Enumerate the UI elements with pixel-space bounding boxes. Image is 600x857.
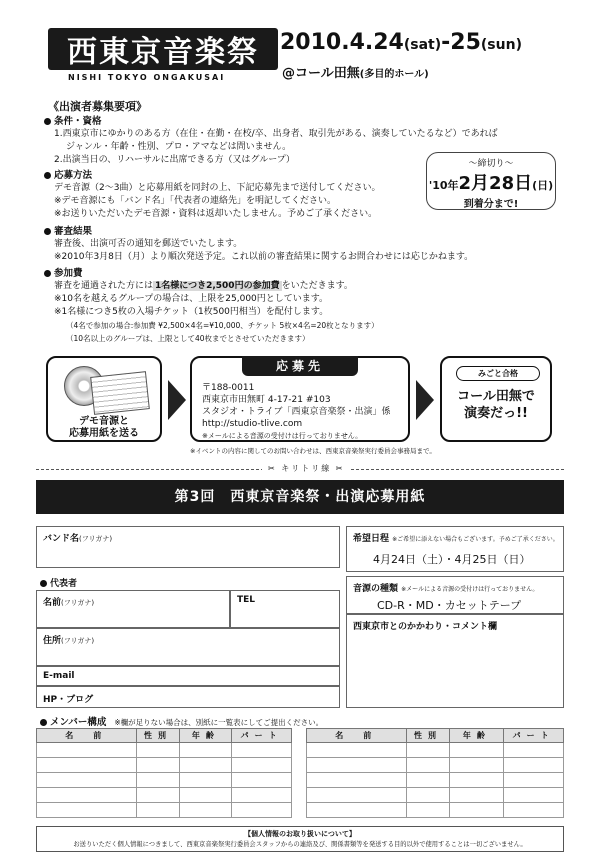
document-icon <box>90 371 150 415</box>
band-name-field[interactable]: バンド名(フリガナ) <box>36 526 340 568</box>
bullet-icon <box>44 228 51 235</box>
cut-line-label: ✂ キリトリ線 ✂ <box>262 463 351 474</box>
col-sex: 性別 <box>406 729 450 743</box>
address-field[interactable]: 住所(フリガナ) <box>36 628 340 666</box>
requirements-title: 《出演者募集要項》 <box>48 100 147 113</box>
fee-section: 参加費 審査を通過された方には 1名様につき2,500円の参加費 をいただきます。 ※10名を越えるグループの場合は、上限を25,000円としています。 ※1名様につき5枚の入場チケット（1枚500円相当）を配付します。 （4名で参加の場合:参加費 ¥2,500×4名=¥10,000、チケット 5枚×4名=20枚となります） （10名以上のグループは、上限として40枚までとさせていただきます） <box>44 267 379 345</box>
rep-tel-field[interactable]: TEL <box>230 590 340 628</box>
schedule-field[interactable]: 希望日程 ※ご希望に添えない場合もございます。予めご了承ください。 4月24日（土）・4月25日（日） <box>346 526 564 572</box>
flow-step-send-label: デモ音源と 応募用紙を送る <box>69 416 139 439</box>
bullet-icon <box>40 719 47 726</box>
members-table-right <box>306 728 564 818</box>
representative-heading: 代表者 <box>40 576 77 589</box>
method-section: 応募方法 デモ音源（2〜3曲）と応募用紙を同封の上、下記応募先まで送付してください。 ※デモ音源にも「バンド名」「代表者の連絡先」を明記してください。 ※お送りいただいたデモ音源・資料は返却いたしません。予めご了承ください。 <box>44 169 380 221</box>
festival-logo <box>48 28 278 70</box>
col-age: 年齢 <box>450 729 504 743</box>
deadline-badge: 〜締切り〜 '10年2月28日(日) 到着分まで! <box>426 152 556 210</box>
flow-step-send <box>46 356 162 442</box>
event-venue: @コール田無(多目的ホール) <box>282 66 429 81</box>
table-row[interactable] <box>307 773 564 788</box>
members-heading: メンバー構成 ※欄が足りない場合は、別紙に一覧表にしてご提出ください。 <box>40 714 323 728</box>
conditions-section: 条件・資格 1.西東京市にゆかりのある方（在住・在勤・在校/卒、出身者、取引先がある、演奏していたるなど）であれば ジャンル・年齢・性別、プロ・アマなどは問いません。 2.出演当日の、リハーサルに出席できる方（又はグループ） <box>44 115 498 167</box>
arrow-right-icon <box>416 380 434 420</box>
table-row[interactable] <box>307 743 564 758</box>
address-heading: 応募先 <box>242 356 358 376</box>
bullet-icon <box>40 580 47 587</box>
form-title: 第3回 西東京音楽祭・出演応募用紙 <box>36 480 564 514</box>
flow-step-perform: みごと合格 コール田無で 演奏だっ!! <box>440 356 552 442</box>
col-name: 名 前 <box>37 729 137 743</box>
bullet-icon <box>44 172 51 179</box>
bullet-icon <box>44 118 51 125</box>
source-type-field[interactable]: 音源の種類 ※メールによる音源の受付けは行っておりません。 CD-R・MD・カセットテープ <box>346 576 564 614</box>
privacy-notice: 【個人情報のお取り扱いについて】 お送りいただく個人情報につきまして、西東京音楽祭実行委員会スタッフからの連絡及び、関係書類等を発送する目的以外で使用することは一切ございません。 <box>36 826 564 852</box>
logo-subtitle: NISHI TOKYO ONGAKUSAI <box>68 73 226 82</box>
col-age: 年齢 <box>180 729 232 743</box>
table-row[interactable] <box>37 788 292 803</box>
members-table-left <box>36 728 292 818</box>
table-row[interactable] <box>37 743 292 758</box>
email-field[interactable]: E-mail <box>36 666 340 686</box>
homepage-field[interactable]: HP・ブログ <box>36 686 340 708</box>
flow-note: ※イベントの内容に関してのお問い合わせは、西東京音楽祭実行委員会事務局まで。 <box>190 447 436 455</box>
flow-step-address: 応募先 〒188-0011 西東京市田無町 4-17-21 #103 スタジオ・トライブ「西東京音楽祭・出演」係 http://studio-tlive.com ※メールによる音源の受付けは行っておりません。 <box>190 356 410 442</box>
col-part: パート <box>504 729 564 743</box>
col-sex: 性別 <box>136 729 180 743</box>
table-row[interactable] <box>307 788 564 803</box>
table-row[interactable] <box>37 773 292 788</box>
rep-name-field[interactable]: 名前(フリガナ) <box>36 590 230 628</box>
table-row[interactable] <box>307 803 564 818</box>
comment-field[interactable]: 西東京市とのかかわり・コメント欄 <box>346 614 564 708</box>
logo-text: 西東京音楽祭 <box>67 35 259 70</box>
col-name: 名 前 <box>307 729 407 743</box>
table-row[interactable] <box>307 758 564 773</box>
studio-url: http://studio-tlive.com <box>202 419 303 429</box>
bullet-icon <box>44 270 51 277</box>
col-part: パート <box>232 729 292 743</box>
table-row[interactable] <box>37 758 292 773</box>
arrow-right-icon <box>168 380 186 420</box>
event-date: 2010.4.24(sat)-25(sun) <box>280 30 522 55</box>
result-section: 審査結果 審査後、出演可否の通知を郵送でいたします。 ※2010年3月8日（月）より順次発送予定。これ以前の審査結果に関するお問合わせには応じかねます。 <box>44 225 473 264</box>
table-row[interactable] <box>37 803 292 818</box>
